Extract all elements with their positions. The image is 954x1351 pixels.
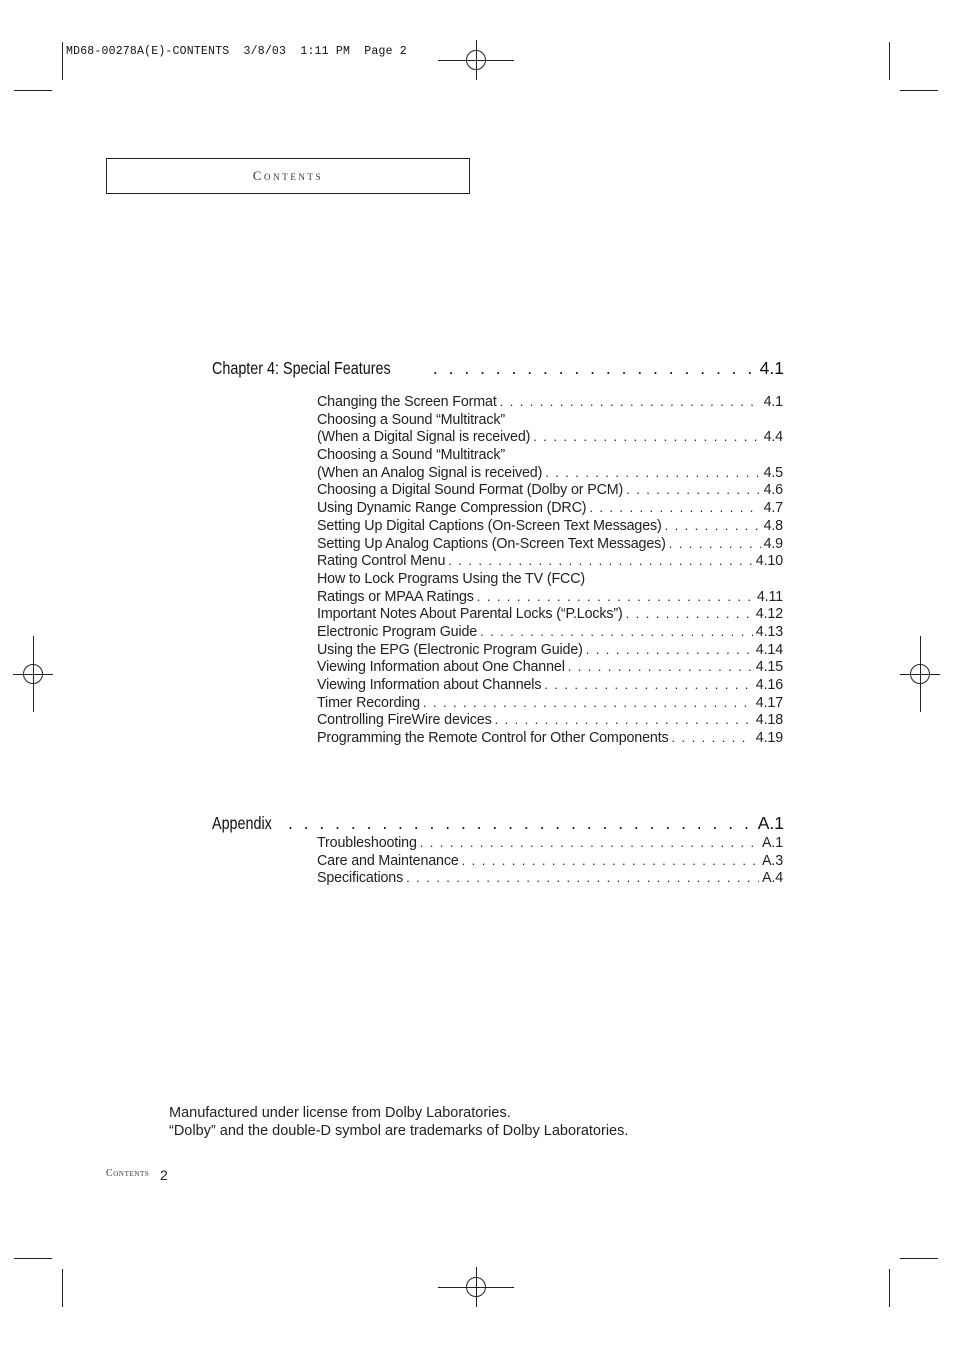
dot-leader xyxy=(672,730,753,745)
toc-entry[interactable] xyxy=(317,695,783,713)
dot-leader xyxy=(545,465,760,480)
crop-mark-tr-v xyxy=(889,42,890,80)
crop-mark-bl-v xyxy=(62,1269,63,1307)
dolby-note-line-1: Manufactured under license from Dolby Laboratories. xyxy=(169,1105,511,1121)
dot-leader xyxy=(626,606,753,621)
print-slug xyxy=(66,45,407,58)
dot-leader xyxy=(448,553,752,568)
crop-mark-tl-h xyxy=(14,90,52,91)
toc-entry-page: 4.7 xyxy=(763,500,783,517)
dot-leader xyxy=(420,835,759,850)
toc-entry[interactable] xyxy=(317,835,783,853)
toc-entry[interactable] xyxy=(317,500,783,518)
dot-leader xyxy=(665,518,761,533)
toc-entry-label: Using Dynamic Range Compression (DRC) xyxy=(317,500,587,517)
crop-mark-bl-h xyxy=(14,1258,52,1259)
toc-entry[interactable] xyxy=(317,730,783,748)
toc-entry[interactable] xyxy=(317,447,783,465)
toc-entry[interactable] xyxy=(317,642,783,660)
toc-entry-page: 4.10 xyxy=(755,553,783,570)
toc-entry-label: Specifications xyxy=(317,870,404,887)
dot-leader xyxy=(423,695,753,710)
toc-entry-label: Rating Control Menu xyxy=(317,553,446,570)
footer-page-number: 2 xyxy=(160,1167,168,1183)
toc-entry-label: Electronic Program Guide xyxy=(317,623,478,640)
toc-entry-label: Setting Up Digital Captions (On-Screen Text Messages) xyxy=(317,517,662,534)
dot-leader xyxy=(288,813,755,834)
toc-entry-page: 4.17 xyxy=(755,694,783,711)
toc-entry-label: Important Notes About Parental Locks (“P.Locks”) xyxy=(317,606,623,623)
toc-entry-label: Choosing a Digital Sound Format (Dolby or PCM) xyxy=(317,482,624,499)
dot-leader xyxy=(480,624,753,639)
toc-entry-page: A.1 xyxy=(761,835,783,851)
toc-entry-label: Choosing a Sound “Multitrack” xyxy=(317,411,505,428)
toc-entry[interactable] xyxy=(317,518,783,536)
dot-leader xyxy=(586,642,753,657)
dolby-trademark-note xyxy=(169,1104,628,1140)
toc-entry[interactable] xyxy=(317,394,783,412)
toc-entry[interactable] xyxy=(317,571,783,589)
crop-mark-br-v xyxy=(889,1269,890,1307)
crop-mark-tr-h xyxy=(900,90,938,91)
contents-header-title: Contents xyxy=(252,168,324,183)
toc-entry-label: Timer Recording xyxy=(317,694,420,711)
dot-leader xyxy=(568,659,753,674)
toc-entry[interactable] xyxy=(317,482,783,500)
toc-entry-label: Programming the Remote Control for Other Components xyxy=(317,730,669,747)
slug-time: 1:11 PM xyxy=(300,45,351,58)
toc-entry-label: Changing the Screen Format xyxy=(317,394,497,410)
toc-entry-page: 4.8 xyxy=(763,517,783,534)
slug-page: Page 2 xyxy=(364,45,407,58)
toc-entry-label: How to Lock Programs Using the TV (FCC) xyxy=(317,570,585,587)
dot-leader xyxy=(669,536,761,551)
toc-entry-label: Viewing Information about Channels xyxy=(317,677,542,693)
dot-leader xyxy=(544,677,752,692)
toc-entry-label: Controlling FireWire devices xyxy=(317,712,492,729)
toc-entry-page: 4.6 xyxy=(763,482,783,499)
crop-mark-br-h xyxy=(900,1258,938,1259)
toc-entry-page: 4.19 xyxy=(755,730,783,747)
toc-entry[interactable] xyxy=(317,429,783,447)
toc-entry-label: Troubleshooting xyxy=(317,835,417,851)
dot-leader xyxy=(500,394,761,409)
toc-entry[interactable] xyxy=(317,853,783,871)
toc-entry[interactable] xyxy=(317,606,783,624)
toc-entry-page: 4.18 xyxy=(755,712,783,729)
toc-entry-page: 4.5 xyxy=(763,464,783,481)
dot-leader xyxy=(433,358,757,379)
slug-date: 3/8/03 xyxy=(243,45,287,58)
toc-entry[interactable] xyxy=(317,553,783,571)
dot-leader xyxy=(533,429,760,444)
toc-entry-page: 4.11 xyxy=(756,588,783,605)
toc-entry-label: (When a Digital Signal is received) xyxy=(317,429,531,446)
toc-appendix-entries xyxy=(317,835,783,888)
toc-entry-label: Using the EPG (Electronic Program Guide) xyxy=(317,641,583,658)
toc-entry-label: Choosing a Sound “Multitrack” xyxy=(317,447,505,464)
toc-chapter-title: Appendix xyxy=(212,813,272,833)
crop-mark-tl-v xyxy=(62,42,63,80)
toc-entry-label: (When an Analog Signal is received) xyxy=(317,464,543,481)
toc-entry[interactable] xyxy=(317,536,783,554)
toc-entry[interactable] xyxy=(317,677,783,695)
toc-chapter-page: A.1 xyxy=(757,813,784,833)
toc-entry[interactable] xyxy=(317,589,783,607)
toc-entry-page: A.3 xyxy=(761,852,783,869)
slug-job: MD68-00278A(E)-CONTENTS xyxy=(66,45,230,58)
toc-entry-page: 4.4 xyxy=(763,429,783,446)
toc-chapter-4[interactable] xyxy=(212,358,784,379)
toc-entry-page: 4.1 xyxy=(763,394,783,410)
toc-entry-page: 4.13 xyxy=(755,623,783,640)
toc-entry[interactable] xyxy=(317,412,783,430)
toc-appendix[interactable] xyxy=(212,813,784,834)
toc-entry-page: 4.15 xyxy=(755,659,783,676)
toc-entry-page: 4.16 xyxy=(755,677,783,693)
toc-entry-label: Care and Maintenance xyxy=(317,852,459,869)
dot-leader xyxy=(462,853,759,868)
toc-entry-page: A.4 xyxy=(761,870,783,887)
dot-leader xyxy=(477,589,754,604)
toc-entry-label: Setting Up Analog Captions (On-Screen Text Messages) xyxy=(317,535,666,552)
dot-leader xyxy=(495,712,753,727)
dolby-note-line-2: “Dolby” and the double-D symbol are trademarks of Dolby Laboratories. xyxy=(169,1123,629,1139)
toc-chapter-4-entries xyxy=(317,394,783,748)
toc-entry-label: Ratings or MPAA Ratings xyxy=(317,588,474,605)
toc-entry-page: 4.14 xyxy=(755,641,783,658)
toc-chapter-page: 4.1 xyxy=(759,358,784,378)
toc-entry[interactable] xyxy=(317,659,783,677)
toc-chapter-title: Chapter 4: Special Features xyxy=(212,358,391,378)
dot-leader xyxy=(589,500,760,515)
toc-entry-page: 4.12 xyxy=(755,606,783,623)
toc-entry-page: 4.9 xyxy=(763,535,783,552)
contents-header-box xyxy=(106,158,470,194)
dot-leader xyxy=(406,870,759,885)
footer-section-label: Contents xyxy=(106,1168,150,1179)
toc-entry[interactable] xyxy=(317,712,783,730)
toc-entry[interactable] xyxy=(317,870,783,888)
toc-entry-label: Viewing Information about One Channel xyxy=(317,659,565,676)
dot-leader xyxy=(626,482,760,497)
toc-entry[interactable] xyxy=(317,465,783,483)
toc-entry[interactable] xyxy=(317,624,783,642)
